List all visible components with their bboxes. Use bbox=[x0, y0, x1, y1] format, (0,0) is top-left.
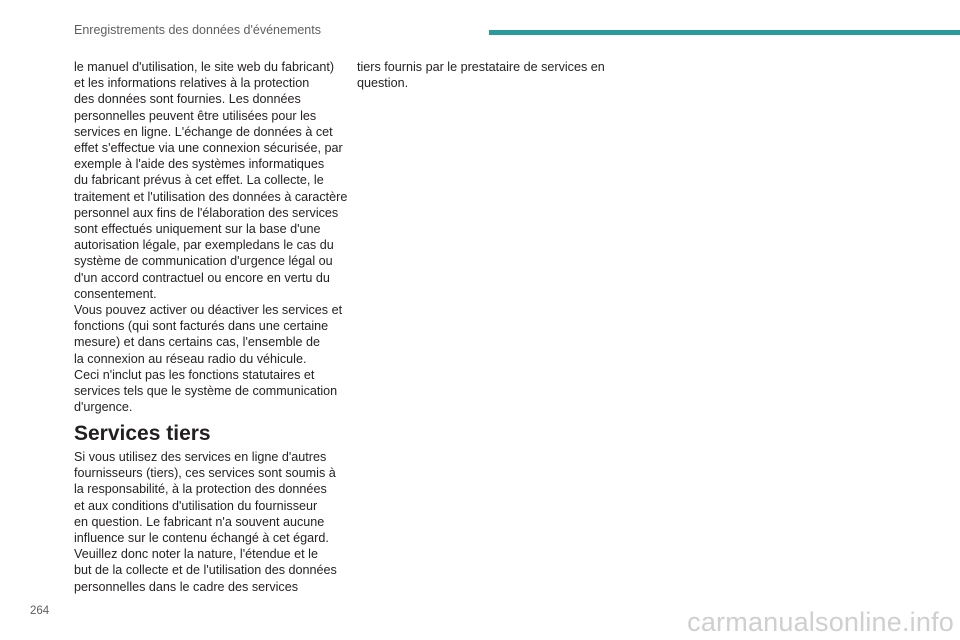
text-line: effet s'effectue via une connexion sécurisée, par bbox=[74, 141, 343, 156]
text-line: sont effectués uniquement sur la base d'une bbox=[74, 222, 321, 237]
section-body-text bbox=[74, 449, 337, 595]
text-line: d'un accord contractuel ou encore en vertu du bbox=[74, 270, 330, 285]
text-line: la responsabilité, à la protection des données bbox=[74, 482, 327, 497]
text-line: système de communication d'urgence légal ou bbox=[74, 254, 333, 269]
text-line: Ceci n'inclut pas les fonctions statutaires et bbox=[74, 367, 315, 382]
text-line: consentement. bbox=[74, 286, 157, 301]
text-line: tiers fournis par le prestataire de services en bbox=[357, 60, 605, 74]
text-line: fournisseurs (tiers), ces services sont soumis à bbox=[74, 466, 336, 481]
text-line: fonctions (qui sont facturés dans une certaine bbox=[74, 319, 329, 334]
text-line: but de la collecte et de l'utilisation des données bbox=[74, 563, 337, 578]
text-line: Veuillez donc noter la nature, l'étendue et le bbox=[74, 547, 318, 562]
text-line: autorisation légale, par exempledans le cas du bbox=[74, 238, 334, 253]
section-heading: Services tiers bbox=[74, 422, 211, 445]
text-line: et aux conditions d'utilisation du fournisseur bbox=[74, 498, 318, 513]
text-line: la connexion au réseau radio du véhicule. bbox=[74, 351, 307, 366]
text-line: traitement et l'utilisation des données à caractère bbox=[74, 189, 348, 204]
text-line: et les informations relatives à la protection bbox=[74, 76, 310, 91]
page-number: 264 bbox=[30, 605, 50, 617]
text-line: en question. Le fabricant n'a souvent aucune bbox=[74, 514, 325, 529]
right-column-text bbox=[357, 59, 617, 91]
text-line: mesure) et dans certains cas, l'ensemble de bbox=[74, 335, 321, 350]
text-line: Si vous utilisez des services en ligne d'autres bbox=[74, 450, 327, 464]
text-line: personnelles peuvent être utilisées pour les bbox=[74, 108, 317, 123]
text-line: question. bbox=[357, 76, 409, 91]
text-line: le manuel d'utilisation, le site web du fabricant) bbox=[74, 60, 335, 74]
text-line: personnel aux fins de l'élaboration des services bbox=[74, 205, 339, 220]
watermark: carmanualsonline.info bbox=[687, 607, 954, 637]
header-accent-bar bbox=[489, 30, 960, 35]
text-line: du fabricant prévus à cet effet. La collecte, le bbox=[74, 173, 324, 188]
running-header-title: Enregistrements des données d'événements bbox=[74, 23, 321, 37]
text-line: d'urgence. bbox=[74, 400, 133, 415]
text-line: services en ligne. L'échange de données à cet bbox=[74, 124, 333, 139]
text-line: exemple à l'aide des systèmes informatiques bbox=[74, 157, 325, 172]
text-line: services tels que le système de communication bbox=[74, 384, 338, 399]
text-line: des données sont fournies. Les données bbox=[74, 92, 301, 107]
text-line: Vous pouvez activer ou déactiver les services et bbox=[74, 303, 343, 318]
text-line: personnelles dans le cadre des services bbox=[74, 579, 299, 594]
text-line: influence sur le contenu échangé à cet égard. bbox=[74, 531, 329, 546]
left-column-text bbox=[74, 59, 348, 415]
